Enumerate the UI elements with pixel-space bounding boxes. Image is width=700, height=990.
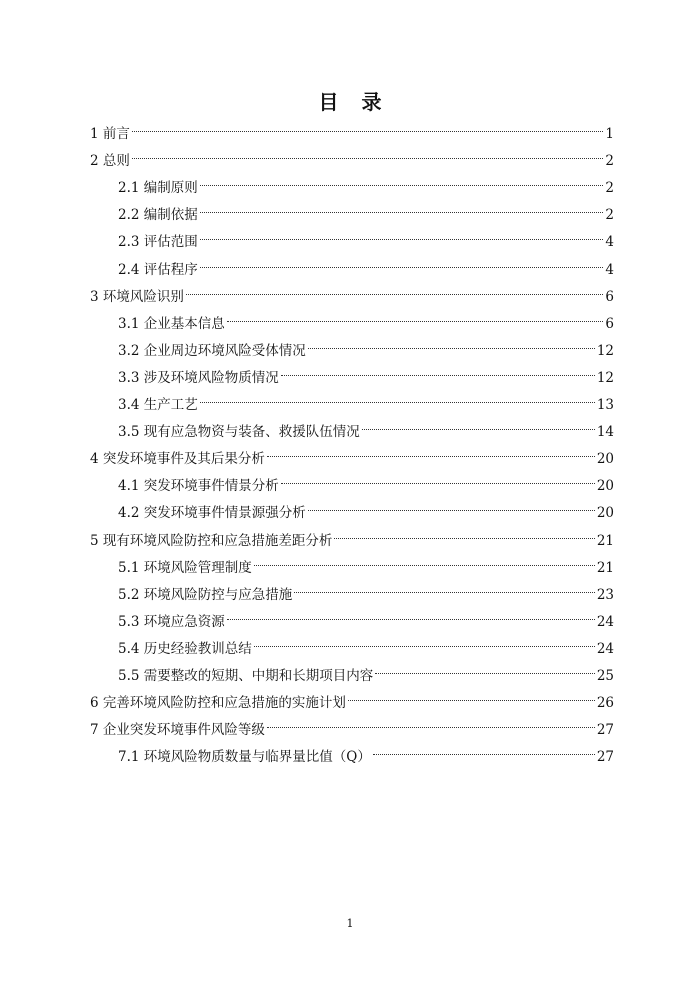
toc-entry-label: 5.2 环境风险防控与应急措施 bbox=[118, 586, 293, 603]
toc-entry[interactable] bbox=[118, 474, 614, 498]
toc-entry-page: 27 bbox=[596, 722, 614, 739]
toc-entry[interactable] bbox=[118, 556, 614, 580]
toc-entry[interactable] bbox=[118, 203, 614, 227]
toc-dot-leader bbox=[373, 753, 595, 755]
toc-entry-page: 21 bbox=[596, 559, 614, 576]
toc-entry[interactable] bbox=[90, 447, 614, 471]
toc-dot-leader bbox=[200, 211, 604, 213]
toc-entry-page: 24 bbox=[596, 613, 614, 630]
toc-dot-leader bbox=[294, 591, 595, 593]
toc-entry[interactable] bbox=[118, 420, 614, 444]
toc-dot-leader bbox=[227, 618, 595, 620]
toc-entry-label: 5.4 历史经验教训总结 bbox=[118, 640, 252, 657]
toc-entry[interactable] bbox=[118, 339, 614, 363]
toc-entry[interactable] bbox=[118, 637, 614, 661]
toc-entry-page: 20 bbox=[596, 505, 614, 522]
toc-dot-leader bbox=[200, 266, 604, 268]
toc-entry-page: 4 bbox=[605, 234, 614, 251]
toc-entry-page: 2 bbox=[605, 207, 614, 224]
toc-entry[interactable] bbox=[118, 258, 614, 282]
toc-dot-leader bbox=[375, 672, 595, 674]
toc-entry-label: 3.5 现有应急物资与装备、救援队伍情况 bbox=[118, 424, 360, 441]
toc-entry-page: 6 bbox=[605, 288, 614, 305]
toc-entry[interactable] bbox=[90, 691, 614, 715]
toc-dot-leader bbox=[200, 184, 604, 186]
toc-entry-page: 20 bbox=[596, 451, 614, 468]
toc-entry-label: 2.4 评估程序 bbox=[118, 261, 198, 278]
toc-entry-label: 4.1 突发环境事件情景分析 bbox=[118, 478, 279, 495]
toc-entry-page: 12 bbox=[596, 342, 614, 359]
toc-entry-page: 14 bbox=[596, 424, 614, 441]
toc-entry-label: 6 完善环境风险防控和应急措施的实施计划 bbox=[90, 695, 346, 712]
toc-entry-page: 13 bbox=[596, 397, 614, 413]
toc-dot-leader bbox=[267, 726, 595, 728]
toc-entry-page: 20 bbox=[596, 478, 614, 495]
toc-entry-page: 4 bbox=[605, 261, 614, 278]
toc-dot-leader bbox=[308, 347, 595, 349]
toc-entry-label: 3.4 生产工艺 bbox=[118, 397, 198, 413]
toc-entry-label: 3.2 企业周边环境风险受体情况 bbox=[118, 342, 306, 359]
toc-entry[interactable] bbox=[90, 529, 614, 553]
toc-entry[interactable] bbox=[118, 393, 614, 417]
toc-entry-label: 7.1 环境风险物质数量与临界量比值（Q） bbox=[118, 749, 371, 766]
toc-dot-leader bbox=[186, 293, 604, 295]
toc-entry-page: 21 bbox=[596, 532, 614, 549]
toc-entry-label: 2.1 编制原则 bbox=[118, 180, 198, 197]
toc-entry-page: 23 bbox=[596, 586, 614, 603]
toc-entry[interactable] bbox=[118, 664, 614, 688]
toc-entry[interactable] bbox=[118, 610, 614, 634]
toc-entry[interactable] bbox=[118, 312, 614, 336]
toc-entry[interactable] bbox=[118, 230, 614, 254]
footer-page-number: 1 bbox=[346, 917, 354, 930]
toc-dot-leader bbox=[348, 699, 595, 701]
toc-dot-leader bbox=[200, 238, 604, 240]
toc-entry-label: 7 企业突发环境事件风险等级 bbox=[90, 722, 265, 739]
toc-entry[interactable] bbox=[90, 122, 614, 146]
toc-entry-label: 1 前言 bbox=[90, 126, 130, 142]
toc-entry-label: 3.1 企业基本信息 bbox=[118, 315, 225, 332]
toc-entry-label: 2 总则 bbox=[90, 153, 130, 170]
toc-entry-page: 24 bbox=[596, 640, 614, 657]
toc-entry-page: 27 bbox=[596, 749, 614, 766]
toc-dot-leader bbox=[254, 645, 595, 647]
toc-dot-leader bbox=[362, 428, 595, 430]
toc-entry[interactable] bbox=[90, 149, 614, 173]
toc-entry[interactable] bbox=[118, 501, 614, 525]
toc-entry-label: 4 突发环境事件及其后果分析 bbox=[90, 451, 265, 468]
toc-entry-page: 1 bbox=[605, 126, 614, 142]
toc-dot-leader bbox=[267, 455, 595, 457]
toc-entry-label: 4.2 突发环境事件情景源强分析 bbox=[118, 505, 306, 522]
toc-entry-page: 2 bbox=[605, 180, 614, 197]
toc-dot-leader bbox=[132, 157, 604, 159]
toc-entry-label: 5.1 环境风险管理制度 bbox=[118, 559, 252, 576]
toc-entry[interactable] bbox=[118, 745, 614, 769]
toc-entry-page: 12 bbox=[596, 369, 614, 386]
toc-dot-leader bbox=[200, 401, 595, 403]
toc-title: 目 录 bbox=[318, 90, 390, 114]
toc-entry[interactable] bbox=[118, 366, 614, 390]
toc-dot-leader bbox=[334, 537, 594, 539]
toc-dot-leader bbox=[281, 482, 595, 484]
toc-entry-page: 26 bbox=[596, 695, 614, 712]
toc-dot-leader bbox=[308, 509, 595, 511]
toc-entry[interactable] bbox=[90, 285, 614, 309]
toc-dot-leader bbox=[281, 374, 595, 376]
toc-entry-page: 6 bbox=[605, 315, 614, 332]
toc-entry-label: 3.3 涉及环境风险物质情况 bbox=[118, 369, 279, 386]
toc-dot-leader bbox=[254, 564, 595, 566]
toc-entry-label: 5 现有环境风险防控和应急措施差距分析 bbox=[90, 532, 333, 549]
toc-entry-label: 5.5 需要整改的短期、中期和长期项目内容 bbox=[118, 668, 374, 684]
toc-entry-page: 25 bbox=[596, 668, 614, 684]
toc-dot-leader bbox=[227, 320, 604, 322]
toc-dot-leader bbox=[132, 130, 604, 132]
toc-entry-label: 5.3 环境应急资源 bbox=[118, 613, 225, 630]
toc-entry-label: 2.2 编制依据 bbox=[118, 207, 198, 224]
toc-entry-label: 2.3 评估范围 bbox=[118, 234, 198, 251]
toc-entry-page: 2 bbox=[605, 153, 614, 170]
toc-entry[interactable] bbox=[90, 718, 614, 742]
toc-entry[interactable] bbox=[118, 583, 614, 607]
toc-entry[interactable] bbox=[118, 176, 614, 200]
toc-entry-label: 3 环境风险识别 bbox=[90, 288, 184, 305]
